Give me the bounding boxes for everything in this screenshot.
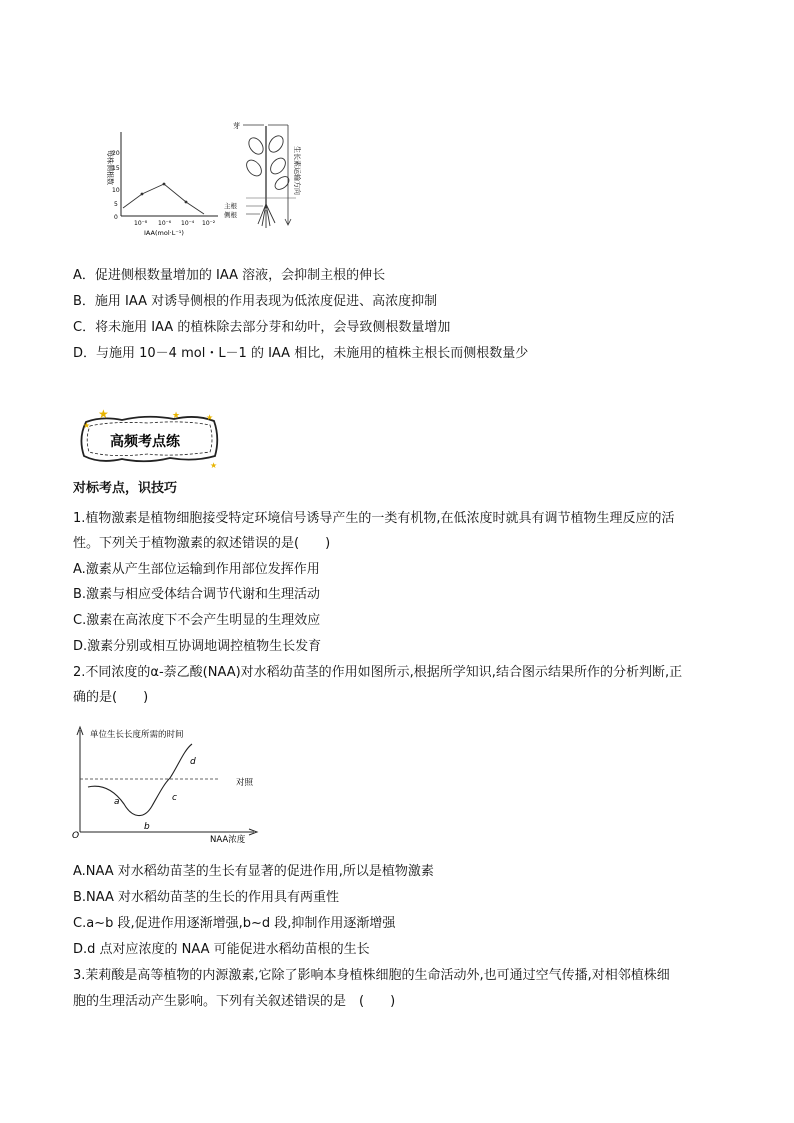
bud-label: 芽: [233, 122, 240, 130]
leaf: [268, 155, 289, 177]
prev-option-c: C．将未施用 IAA 的植株除去部分芽和幼叶，会导致侧根数量增加: [73, 320, 451, 335]
subheading: 对标考点，识技巧: [73, 481, 178, 496]
star-icon: ★: [83, 421, 91, 430]
graph-point: [141, 193, 144, 196]
prev-option-a: A．促进侧根数量增加的 IAA 溶液，会抑制主根的伸长: [73, 268, 386, 283]
leaf: [266, 133, 286, 155]
graph-xlabel: IAA(mol·L⁻¹): [144, 229, 184, 237]
q2-option-d: D.d 点对应浓度的 NAA 可能促进水稻幼苗根的生长: [73, 942, 370, 957]
direction-label: 生长素运输方向: [293, 146, 301, 195]
lateral-root-label: 侧根: [224, 211, 237, 219]
chart-origin: O: [72, 831, 80, 841]
leaf: [244, 157, 265, 179]
q1-stem-line1: 1.植物激素是植物细胞接受特定环境信号诱导产生的一类有机物,在低浓度时就具有调节植物生理反应的活: [73, 511, 675, 526]
xtick: 10⁻⁴: [181, 220, 195, 227]
q2-option-c: C.a~b 段,促进作用逐渐增强,b~d 段,抑制作用逐渐增强: [73, 916, 396, 931]
banner-title: 高频考点练: [110, 434, 180, 450]
xtick: 10⁻⁶: [158, 220, 172, 227]
point-label-d: d: [190, 757, 196, 767]
chart-xlabel: NAA浓度: [210, 835, 246, 845]
iaa-figure: [96, 118, 326, 240]
prev-option-d: D．与施用 10－4 mol・L－1 的 IAA 相比，未施用的植株主根长而侧根数量少: [73, 346, 529, 361]
naa-curve: [88, 744, 192, 816]
naa-chart: [70, 722, 270, 850]
star-icon: ★: [98, 407, 109, 421]
q1-option-d: D.激素分别或相互协调地调控植物生长发育: [73, 639, 322, 654]
q1-option-c: C.激素在高浓度下不会产生明显的生理效应: [73, 613, 321, 628]
q1-option-b: B.激素与相应受体结合调节代谢和生理活动: [73, 587, 321, 602]
point-label-b: b: [144, 822, 150, 832]
star-icon: ★: [172, 411, 181, 421]
ytick: 5: [114, 201, 118, 208]
point-label-a: a: [114, 797, 120, 807]
ytick: 0: [114, 214, 118, 221]
xtick: 10⁻²: [202, 220, 216, 227]
prev-option-b: B．施用 IAA 对诱导侧根的作用表现为低浓度促进、高浓度抑制: [73, 294, 438, 309]
ytick: 15: [112, 165, 120, 172]
ytick: 10: [112, 187, 120, 194]
leaf: [273, 174, 292, 192]
graph-point: [185, 201, 188, 204]
section-banner: [72, 404, 224, 474]
point-label-c: c: [172, 793, 177, 803]
main-root-label: 主根: [224, 202, 237, 210]
q2-stem-line2: 确的是( ): [73, 690, 149, 705]
q2-stem-line1: 2.不同浓度的α-萘乙酸(NAA)对水稻幼苗茎的作用如图所示,根据所学知识,结合图示结果所作的分析判断,正: [73, 665, 683, 680]
q2-option-a: A.NAA 对水稻幼苗茎的生长有显著的促进作用,所以是植物激素: [73, 864, 434, 879]
xtick: 10⁻⁸: [134, 220, 148, 227]
q2-option-b: B.NAA 对水稻幼苗茎的生长的作用具有两重性: [73, 890, 340, 905]
graph-point: [163, 183, 166, 186]
star-icon: ★: [210, 461, 218, 470]
roots: [258, 204, 275, 228]
ytick: 20: [112, 150, 120, 157]
chart-ylabel: 单位生长长度所需的时间: [90, 730, 184, 740]
graph-curve: [123, 184, 204, 214]
star-icon: ★: [206, 413, 214, 422]
graph-ylabel: 每株侧根数: [106, 150, 114, 185]
q3-stem-line1: 3.茉莉酸是高等植物的内源激素,它除了影响本身植株细胞的生命活动外,也可通过空气传播,对相邻植株细: [73, 968, 670, 983]
q1-option-a: A.激素从产生部位运输到作用部位发挥作用: [73, 562, 320, 577]
leaf: [246, 135, 266, 157]
q3-stem-line2: 胞的生理活动产生影响。下列有关叙述错误的是 ( ): [73, 994, 396, 1009]
q1-stem-line2: 性。下列关于植物激素的叙述错误的是( ): [73, 536, 331, 551]
reference-label: 对照: [236, 778, 254, 788]
